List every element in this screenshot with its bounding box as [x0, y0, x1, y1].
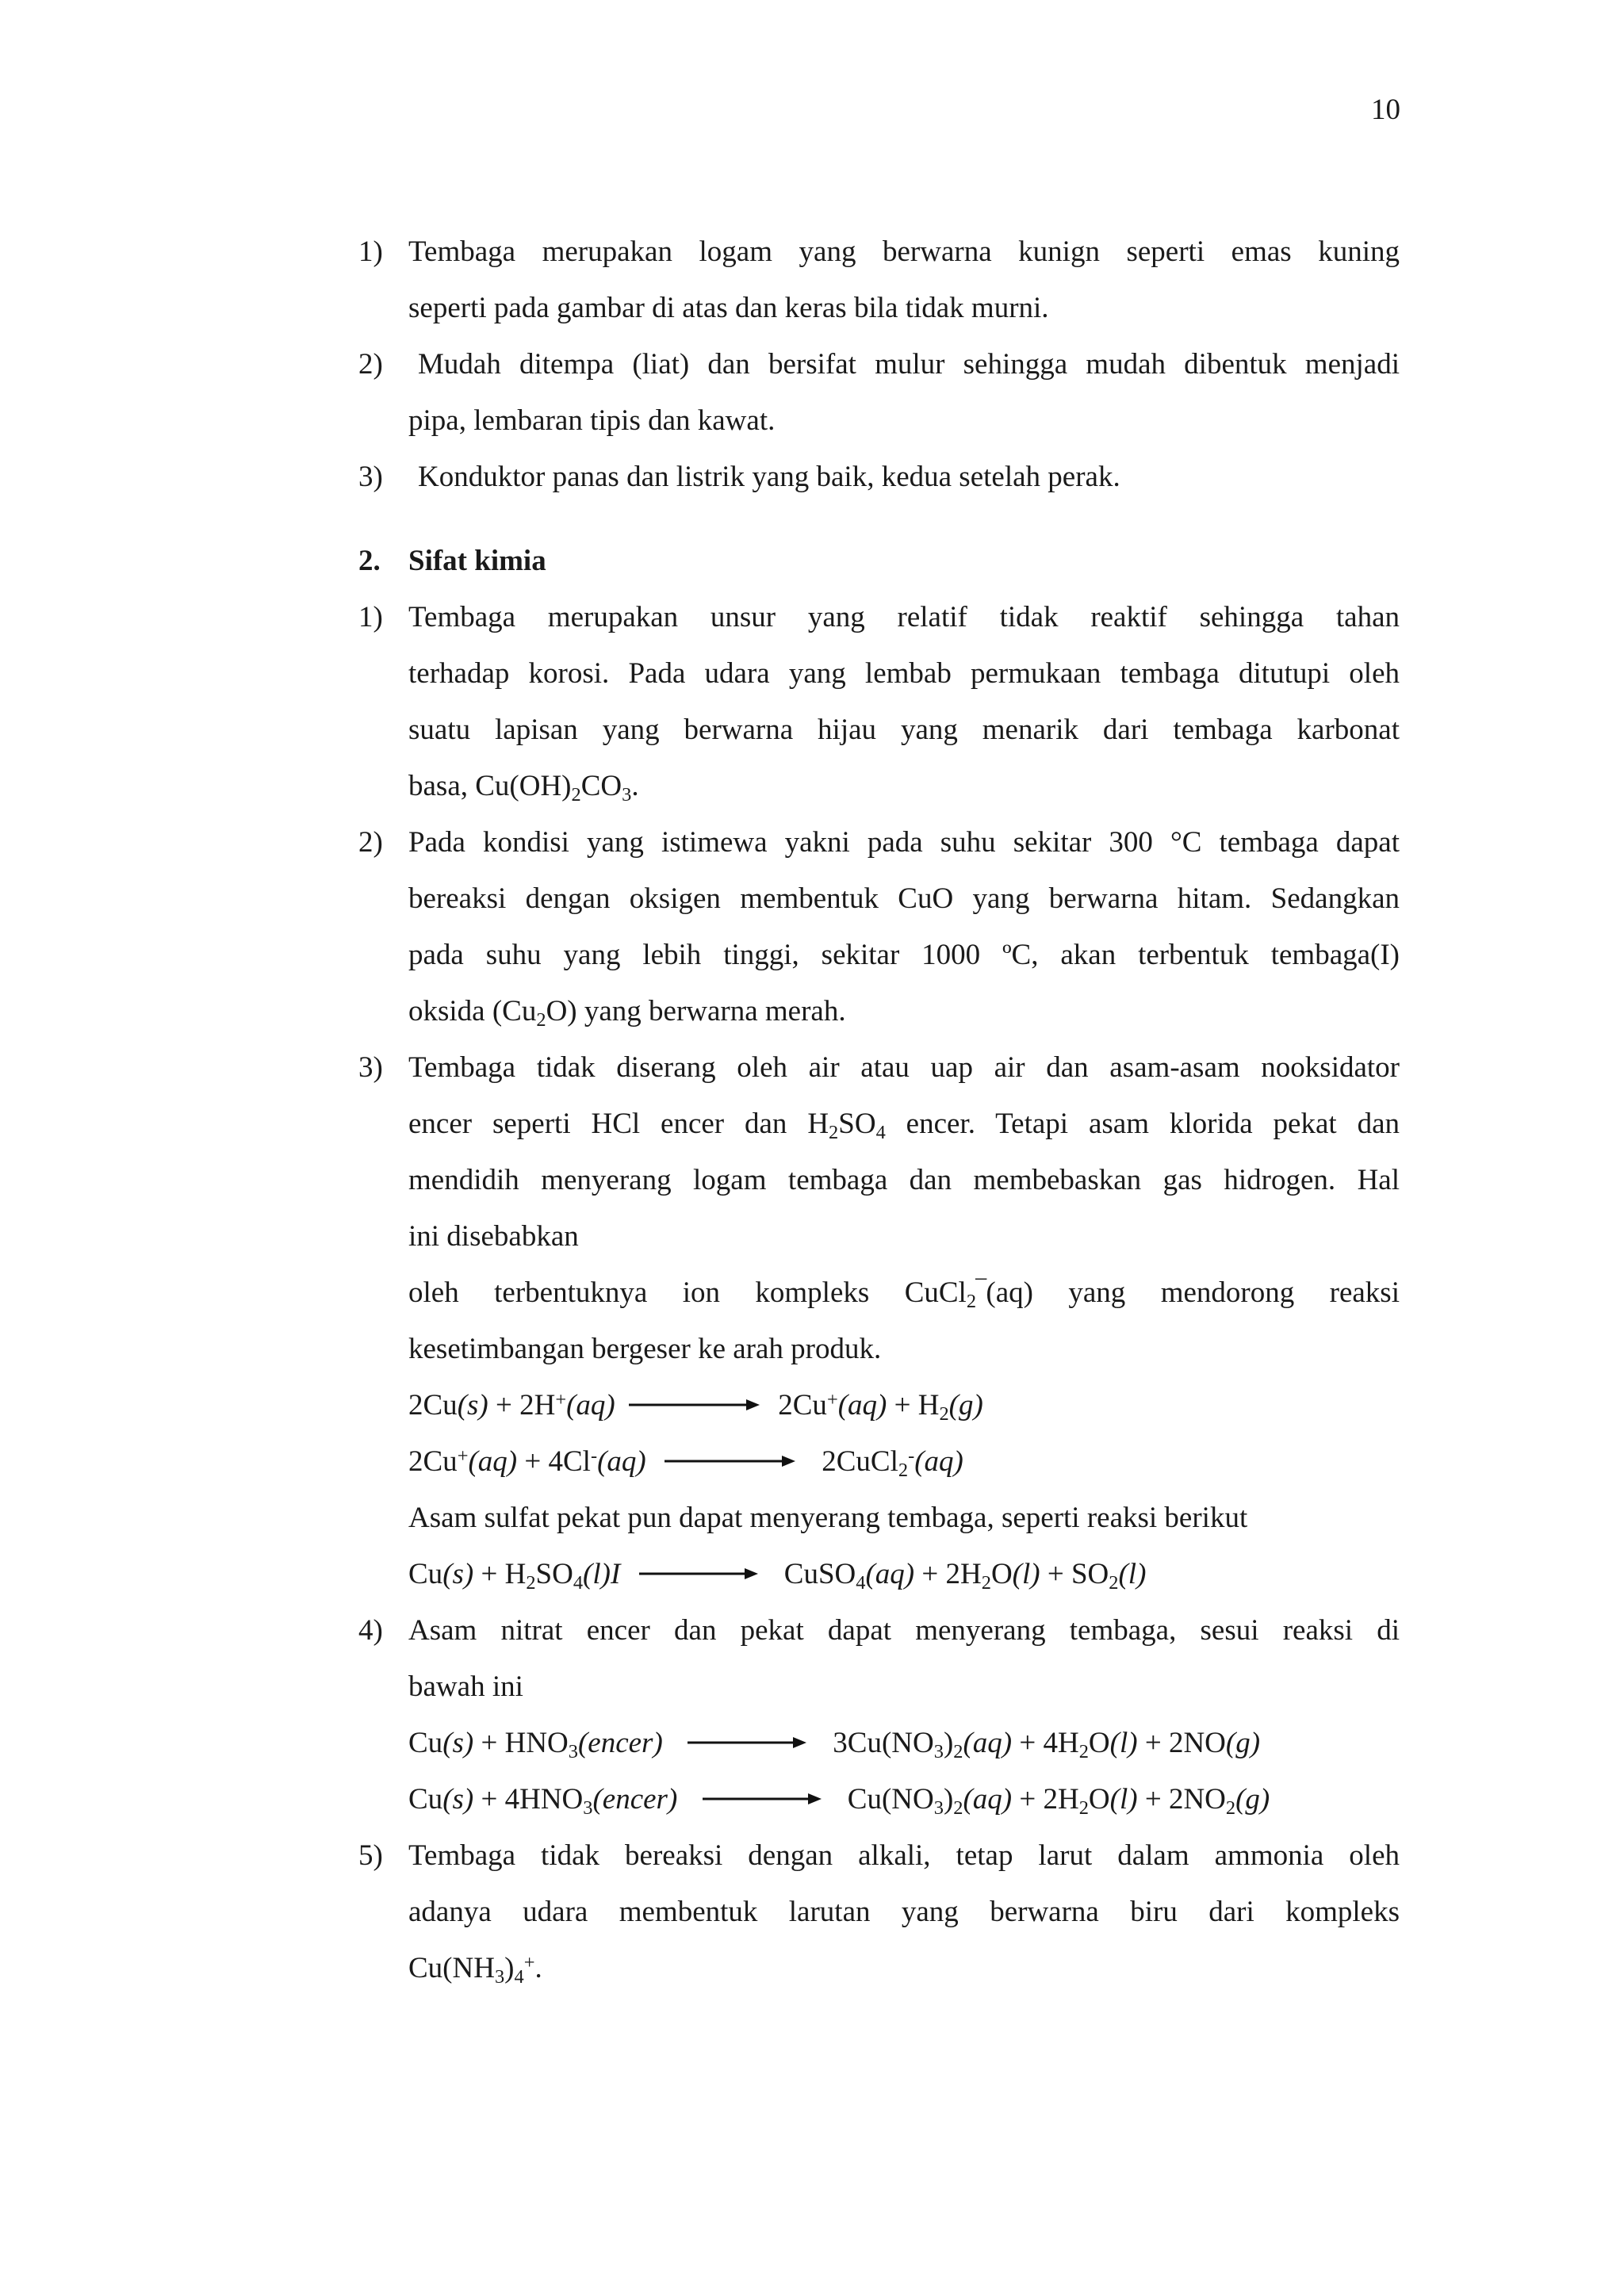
list-number: 3) — [358, 1051, 383, 1084]
list-number: 2) — [358, 348, 383, 381]
text-line: suatu lapisan yang berwarna hijau yang menarik dari tembaga karbonat — [408, 714, 1400, 746]
text-line: Tembaga tidak bereaksi dengan alkali, tetap larut dalam ammonia oleh — [408, 1839, 1400, 1872]
text-line: adanya udara membentuk larutan yang berwarna biru dari kompleks — [408, 1896, 1400, 1928]
list-number: 1) — [358, 601, 383, 633]
text-line: Mudah ditempa (liat) dan bersifat mulur sehingga mudah dibentuk menjadi — [418, 348, 1400, 381]
formula-line: oleh terbentuknya ion kompleks CuCl$_2$‾(aq) yang mendorong reaksi — [408, 1276, 1400, 1312]
list-number: 5) — [358, 1839, 383, 1872]
page-number: 10 — [1371, 94, 1400, 126]
reaction-arrow-icon — [665, 1455, 795, 1468]
reaction-arrow-icon — [703, 1793, 822, 1805]
formula-line: oksida $(Cu_2O)$ yang berwarna merah. — [408, 995, 846, 1031]
formula-line: $Cu(NH_3)_4^+$. — [408, 1952, 542, 1988]
text-line: terhadap korosi. Pada udara yang lembab permukaan tembaga ditutupi oleh — [408, 657, 1400, 690]
equation-complex: 2Cu+(aq) + 4Cl-(aq) 2CuCl$_2$-(aq) — [408, 1445, 963, 1481]
text-line: Asam nitrat encer dan pekat dapat menyerang tembaga, sesui reaksi di — [408, 1614, 1400, 1647]
text-line: bereaksi dengan oksigen membentuk CuO yang berwarna hitam. Sedangkan — [408, 882, 1400, 915]
text-line: kesetimbangan bergeser ke arah produk. — [408, 1333, 882, 1365]
text-line: Asam sulfat pekat pun dapat menyerang tembaga, seperti reaksi berikut — [408, 1502, 1248, 1534]
text-line: pada suhu yang lebih tinggi, sekitar 1000 ºC, akan terbentuk tembaga(I) — [408, 939, 1400, 971]
text-line: Konduktor panas dan listrik yang baik, kedua setelah perak. — [418, 461, 1120, 493]
text-line: mendidih menyerang logam tembaga dan membebaskan gas hidrogen. Hal — [408, 1164, 1400, 1196]
list-number: 1) — [358, 235, 383, 268]
equation-hno3-dilute: $Cu(s) + HNO_3(encer) 3Cu(NO_3)_2(aq) + 4H_2O(l) + 2NO(g)$ — [408, 1727, 1261, 1762]
formula-line: encer seperti HCl encer dan $H_2SO_4$ encer. Tetapi asam klorida pekat dan — [408, 1108, 1400, 1143]
text-line: seperti pada gambar di atas dan keras bila tidak murni. — [408, 292, 1049, 324]
text-line: Tembaga tidak diserang oleh air atau uap air dan asam-asam nooksidator — [408, 1051, 1400, 1084]
reaction-arrow-icon — [629, 1399, 760, 1411]
equation-hno3-concentrated: $Cu(s) + 4HNO_3(encer) Cu(NO_3)_2(aq) + 2H_2O(l) + 2NO_2(g)$ — [408, 1783, 1270, 1819]
reaction-arrow-icon — [639, 1567, 758, 1580]
reaction-arrow-icon — [688, 1736, 806, 1749]
text-line: bawah ini — [408, 1670, 523, 1703]
text-line: Pada kondisi yang istimewa yakni pada suhu sekitar 300 °C tembaga dapat — [408, 826, 1400, 859]
equation-h2so4: $Cu(s) + H_2SO_4(l)I$ CuSO$_4$(aq) + $2H_2O(l) + SO_2(l)$ — [408, 1558, 1147, 1594]
section-number: 2. — [358, 545, 381, 577]
text-line: Tembaga merupakan logam yang berwarna kunign seperti emas kuning — [408, 235, 1400, 268]
section-heading: Sifat kimia — [408, 545, 546, 577]
formula-line: basa, $Cu(OH)_2CO_3$. — [408, 770, 639, 806]
text-line: pipa, lembaran tipis dan kawat. — [408, 404, 776, 437]
text-line: ini disebabkan — [408, 1220, 579, 1253]
text-line: Tembaga merupakan unsur yang relatif tidak reaktif sehingga tahan — [408, 601, 1400, 633]
list-number: 3) — [358, 461, 383, 493]
list-number: 4) — [358, 1614, 383, 1647]
list-number: 2) — [358, 826, 383, 859]
equation-hcl: 2Cu(s) + 2H+(aq) $2Cu^+(aq) + H_2(g)$ — [408, 1389, 983, 1425]
